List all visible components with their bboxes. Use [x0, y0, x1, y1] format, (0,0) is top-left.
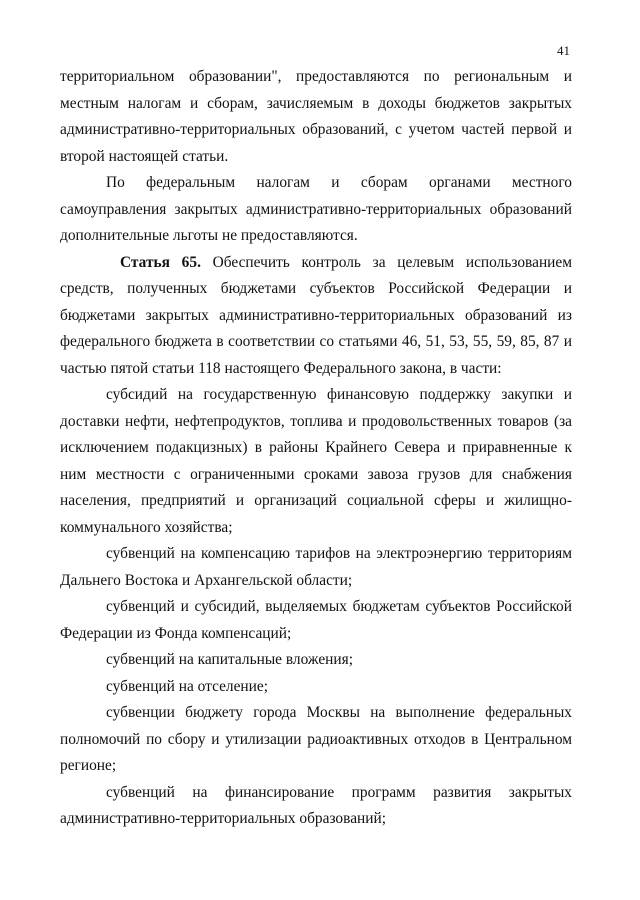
- list-item-moscow-radioactive-waste: субвенции бюджету города Москвы на выполнение федеральных полномочий по сбору и утилизации радиоактивных отходов в Центральном регионе;: [60, 704, 572, 774]
- paragraph-no-extra-benefits: По федеральным налогам и сборам органами местного самоуправления закрытых административно-территориальных образований дополнительные льготы не предоставляются.: [60, 174, 572, 244]
- article-65-paragraph: [60, 250, 572, 383]
- list-item-compensation-fund: субвенций и субсидий, выделяемых бюджетам субъектов Российской Федерации из Фонда компенсаций;: [60, 598, 572, 642]
- list-item-subsidies-northern-delivery: субсидий на государственную финансовую поддержку закупки и доставки нефти, нефтепродуктов, топлива и продовольственных товаров (за исключением подакцизных) в районы Крайнего Севера и приравненные к ним местности с ограниченными сроками завоза грузов для снабжения населения, предприятий и организаций социальной сферы и жилищно-коммунального хозяйства;: [60, 386, 572, 536]
- article-65-text: Обеспечить контроль за целевым использованием средств, полученных бюджетами субъектов Российской Федерации и бюджетами закрытых административно-территориальных образований из федерального бюджета в соответствии со статьями 46, 51, 53, 55, 59, 85, 87 и частью пятой статьи 118 настоящего Федерального закона, в части:: [60, 253, 572, 377]
- list-item-zato-development: субвенций на финансирование программ развития закрытых административно-территориальных образований;: [60, 783, 572, 827]
- article-heading: Статья 65.: [120, 253, 201, 271]
- page-number: 41: [557, 43, 570, 58]
- list-item-electricity-tariffs: субвенций на компенсацию тарифов на электроэнергию территориям Дальнего Востока и Архангельской области;: [60, 545, 572, 589]
- list-item-capital-investments: субвенций на капитальные вложения;: [106, 651, 353, 668]
- document-body: [60, 64, 572, 833]
- paragraph-continuation: территориальном образовании", предоставляются по региональным и местным налогам и сборам, зачисляемым в доходы бюджетов закрытых административно-территориальных образований, с учетом частей первой и второй настоящей статьи.: [60, 68, 572, 165]
- list-item-resettlement: субвенций на отселение;: [106, 677, 269, 695]
